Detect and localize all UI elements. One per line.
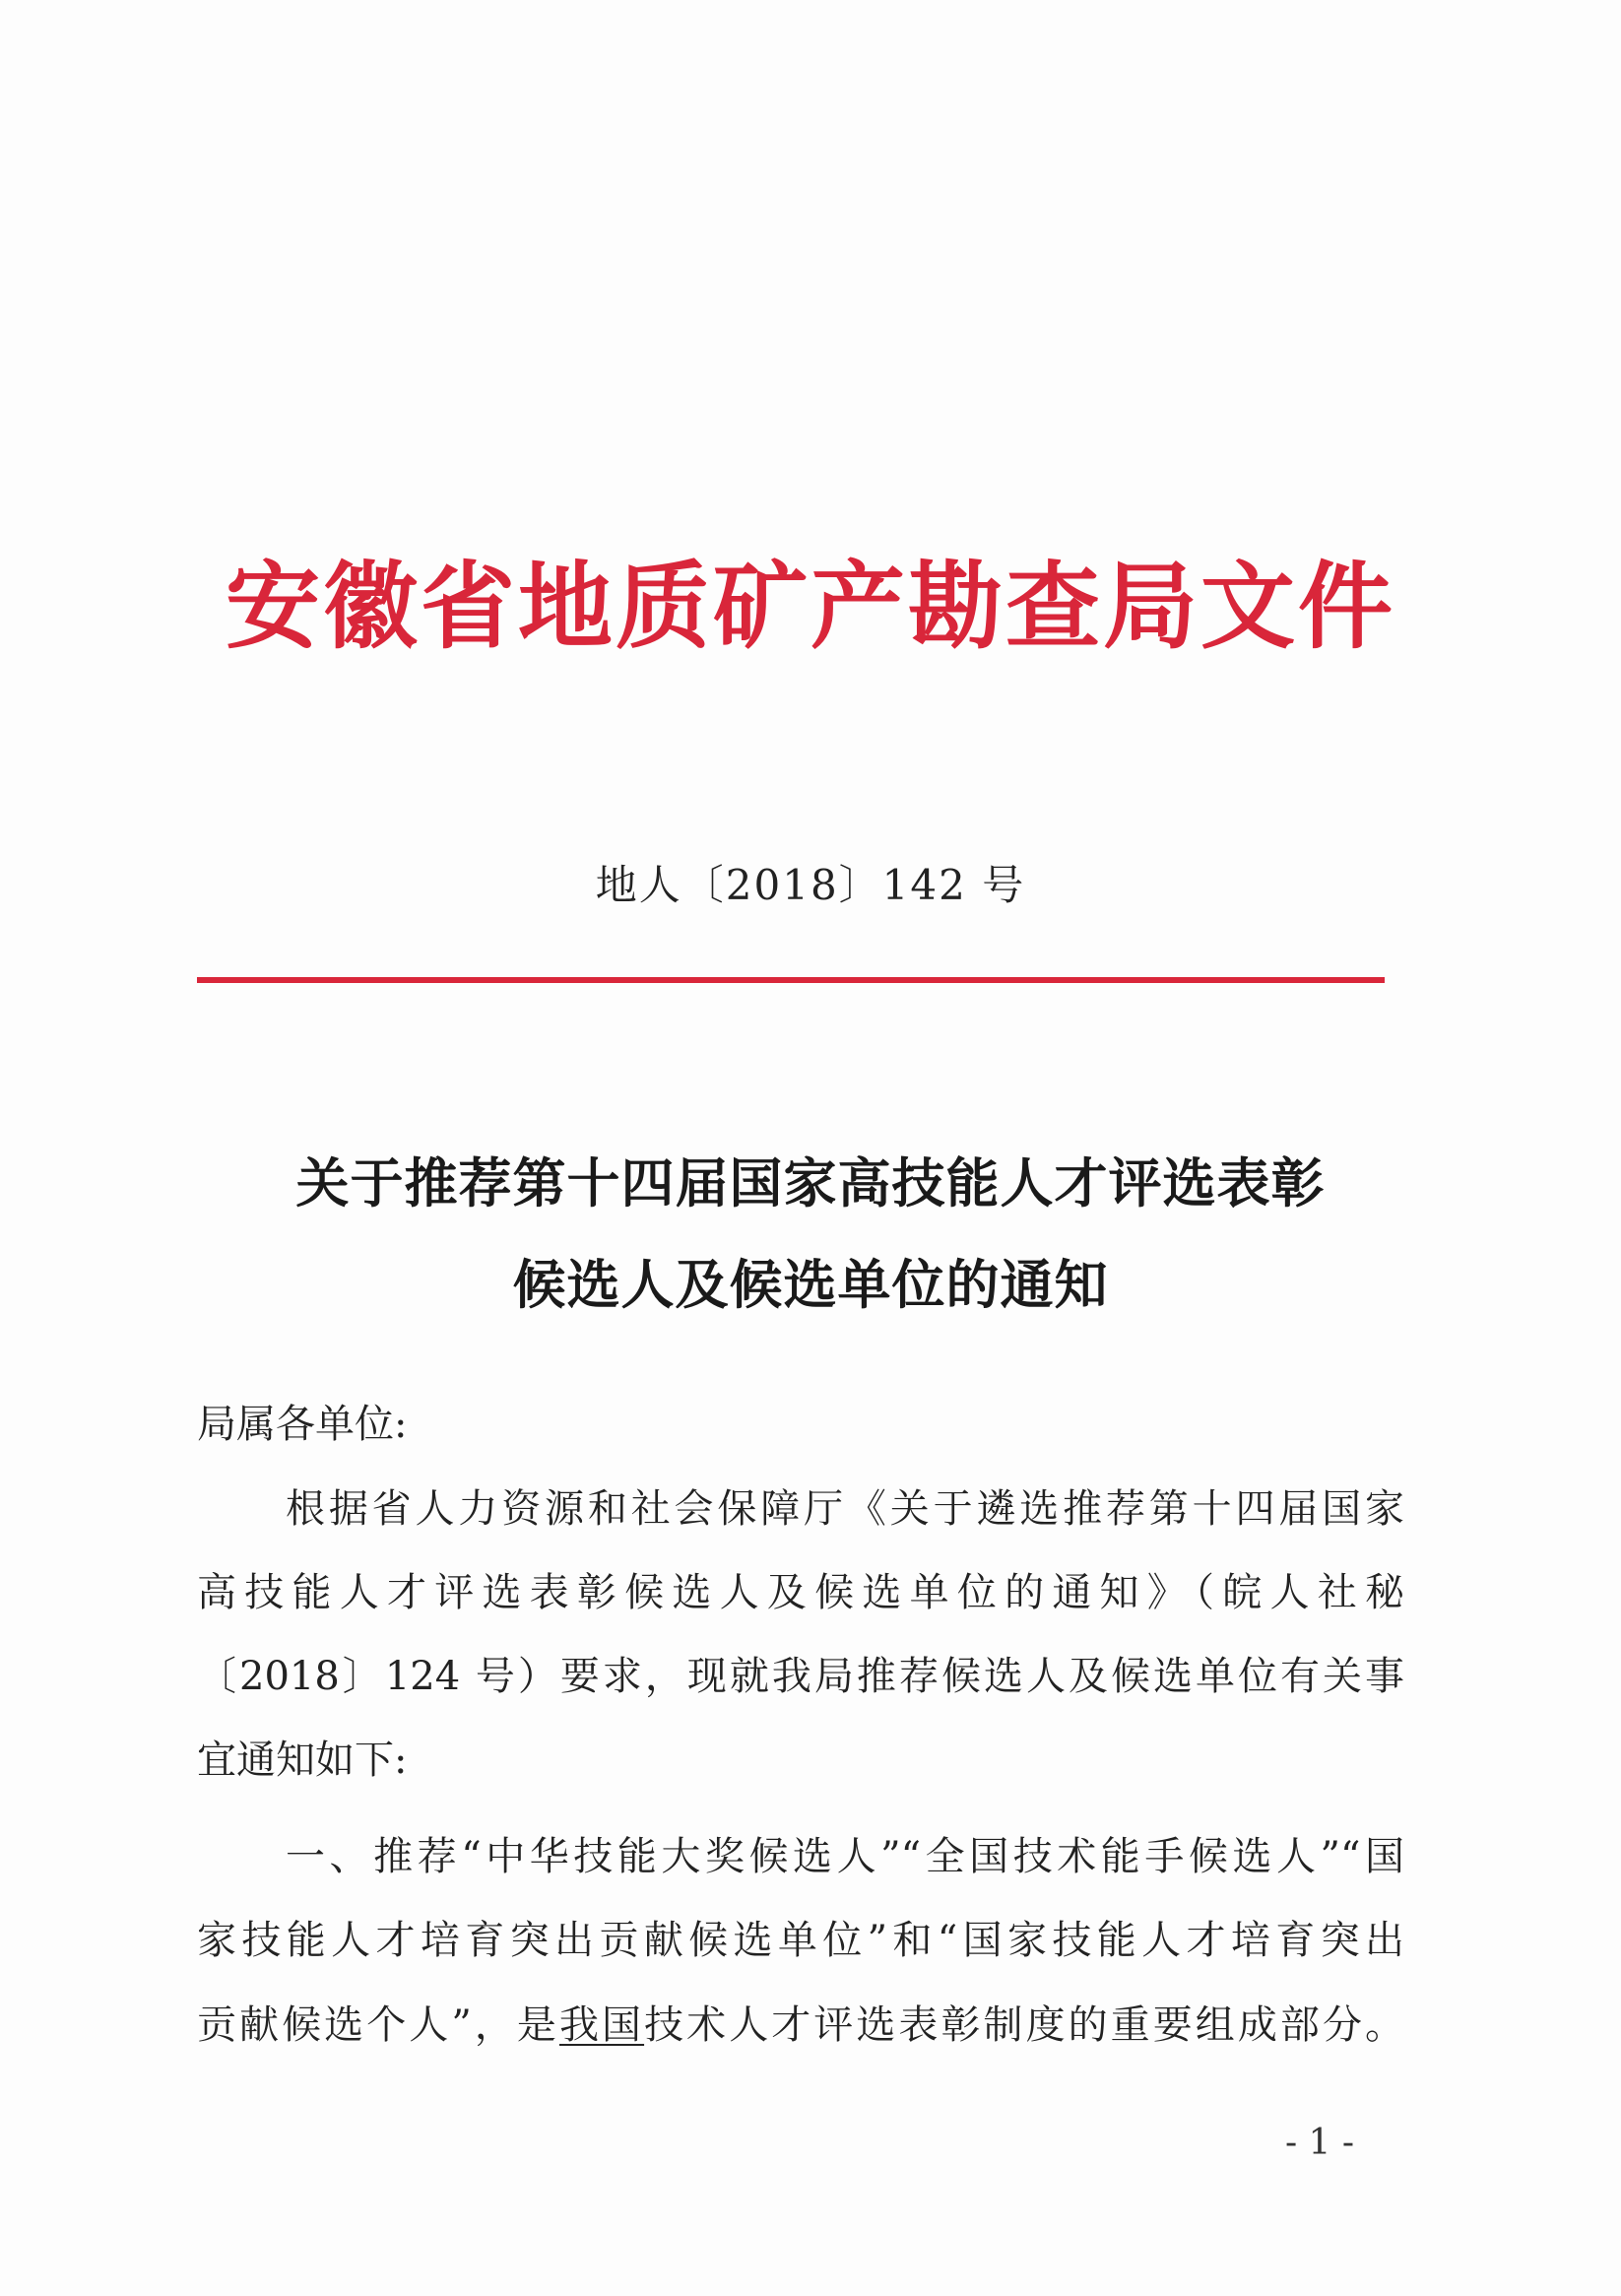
underlined-phrase: 我国 xyxy=(558,2002,645,2048)
page-number: - 1 - xyxy=(1284,2123,1355,2163)
document-number: 地人〔2018〕142 号 xyxy=(595,861,1026,909)
paragraph-2-line-3-end: 技术人才评选表彰制度的重要组成部分。 xyxy=(644,2002,1405,2048)
paragraph-2-line-2: 家技能人才培育突出贡献候选单位”和“国家技能人才培育突出 xyxy=(197,1918,1404,1963)
notice-title-line-1: 关于推荐第十四届国家高技能人才评选表彰 xyxy=(295,1151,1326,1214)
red-separator-rule xyxy=(197,977,1385,983)
notice-title-line-2: 候选人及候选单位的通知 xyxy=(512,1253,1109,1316)
paragraph-2-line-3-start: 贡献候选个人”，是 xyxy=(197,2002,559,2048)
paragraph-1-line-1: 根据省人力资源和社会保障厅《关于遴选推荐第十四届国家 xyxy=(286,1486,1404,1532)
paragraph-1-line-2: 高技能人才评选表彰候选人及候选单位的通知》（皖人社秘 xyxy=(197,1570,1404,1615)
paragraph-2-line-3 xyxy=(197,2002,1405,2048)
paragraph-1-line-4: 宜通知如下: xyxy=(197,1738,408,1783)
salutation: 局属各单位: xyxy=(197,1402,408,1447)
paragraph-2-line-1: 一、推荐“中华技能大奖候选人”“全国技术能手候选人”“国 xyxy=(286,1834,1404,1879)
paragraph-1-line-3: 〔2018〕124 号）要求，现就我局推荐候选人及候选单位有关事 xyxy=(197,1654,1404,1699)
issuer-title: 安徽省地质矿产勘查局文件 xyxy=(226,551,1395,662)
